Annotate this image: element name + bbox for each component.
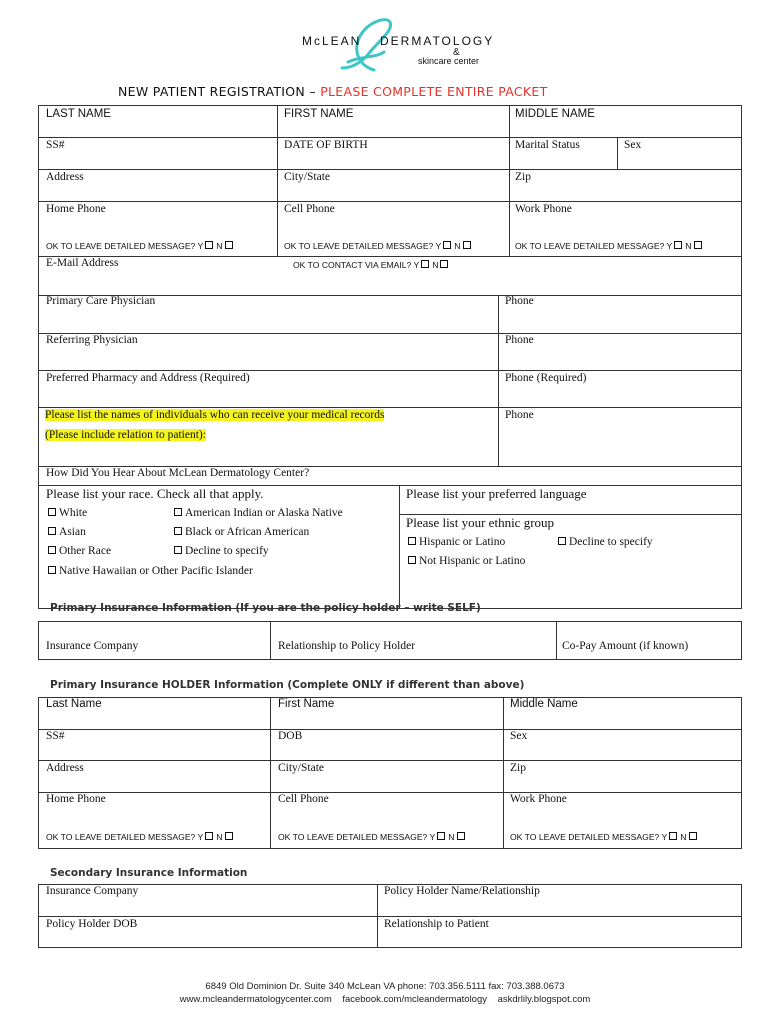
no-text: N	[454, 241, 461, 251]
holder-table	[38, 697, 742, 849]
brand-right: DERMATOLOGY	[380, 34, 495, 48]
relationship-label: Relationship to Policy Holder	[278, 640, 416, 652]
checkbox[interactable]	[558, 537, 566, 545]
work-phone-label: Work Phone	[515, 203, 572, 215]
primary-insurance-heading: Primary Insurance Information (If you are the policy holder – write SELF)	[50, 602, 481, 614]
yes-checkbox[interactable]	[674, 241, 682, 249]
no-text: N	[448, 832, 455, 842]
ok-message-text: OK TO LEAVE DETAILED MESSAGE? Y	[515, 241, 673, 251]
yes-checkbox[interactable]	[205, 832, 213, 840]
ok-message-text: OK TO LEAVE DETAILED MESSAGE? Y	[284, 241, 442, 251]
dob-label: DATE OF BIRTH	[284, 139, 368, 151]
first-name-label: FIRST NAME	[284, 108, 354, 120]
referring-label: Referring Physician	[46, 334, 138, 346]
holder-work-ok-message	[510, 832, 700, 842]
secondary-holder-name-label: Policy Holder Name/Relationship	[384, 885, 540, 897]
copay-label: Co-Pay Amount (if known)	[562, 640, 689, 652]
holder-heading: Primary Insurance HOLDER Information (Complete ONLY if different than above)	[50, 679, 525, 691]
holder-home-ok-message	[46, 832, 236, 842]
ethnic-title: Please list your ethnic group	[406, 515, 555, 530]
facebook-link[interactable]: facebook.com/mcleandermatology	[342, 994, 487, 1005]
option-label: Native Hawaiian or Other Pacific Islander	[59, 565, 253, 577]
option-label: White	[59, 507, 88, 519]
option-label: Hispanic or Latino	[419, 536, 506, 548]
ss-label: SS#	[46, 139, 65, 151]
blog-link[interactable]: askdrlily.blogspot.com	[497, 994, 591, 1005]
checkbox[interactable]	[408, 537, 416, 545]
holder-first-name-label: First Name	[278, 698, 335, 710]
option-label: Not Hispanic or Latino	[419, 555, 526, 567]
checkbox[interactable]	[174, 546, 182, 554]
address-label: Address	[46, 171, 84, 183]
secondary-company-label: Insurance Company	[46, 885, 139, 897]
referring-phone-label: Phone	[505, 334, 534, 346]
holder-ss-label: SS#	[46, 730, 65, 742]
option-label: Black or African American	[185, 526, 310, 538]
checkbox[interactable]	[48, 546, 56, 554]
email-ok-contact	[293, 260, 451, 270]
home-ok-message	[46, 241, 236, 251]
middle-name-label: MIDDLE NAME	[515, 108, 595, 120]
pcp-label: Primary Care Physician	[46, 295, 156, 307]
pcp-phone-label: Phone	[505, 295, 534, 307]
race-option-native-hawaiian[interactable]	[46, 565, 253, 577]
holder-sex-label: Sex	[510, 730, 528, 742]
ok-message-text: OK TO LEAVE DETAILED MESSAGE? Y	[46, 832, 204, 842]
brand-amp: &	[453, 47, 460, 58]
cell-ok-message	[284, 241, 474, 251]
no-text: N	[216, 832, 223, 842]
ethnic-option-decline[interactable]	[556, 536, 653, 548]
no-text: N	[432, 260, 439, 270]
work-ok-message	[515, 241, 705, 251]
checkbox[interactable]	[48, 566, 56, 574]
yes-checkbox[interactable]	[437, 832, 445, 840]
cell-phone-label: Cell Phone	[284, 203, 335, 215]
records-phone-label: Phone	[505, 409, 534, 421]
option-label: American Indian or Alaska Native	[185, 507, 343, 519]
checkbox[interactable]	[48, 508, 56, 516]
home-phone-label: Home Phone	[46, 203, 106, 215]
race-option-other[interactable]	[46, 545, 111, 557]
ok-message-text: OK TO LEAVE DETAILED MESSAGE? Y	[510, 832, 668, 842]
secondary-holder-dob-label: Policy Holder DOB	[46, 918, 138, 930]
ok-email-text: OK TO CONTACT VIA EMAIL? Y	[293, 260, 420, 270]
race-option-american-indian[interactable]	[172, 507, 343, 519]
records-label-line1: Please list the names of individuals who can receive your medical records	[45, 409, 385, 421]
no-checkbox[interactable]	[225, 241, 233, 249]
race-option-black[interactable]	[172, 526, 309, 538]
zip-label: Zip	[515, 171, 531, 183]
no-checkbox[interactable]	[694, 241, 702, 249]
ok-message-text: OK TO LEAVE DETAILED MESSAGE? Y	[278, 832, 436, 842]
holder-city-state-label: City/State	[278, 762, 324, 774]
checkbox[interactable]	[174, 508, 182, 516]
sex-label: Sex	[624, 139, 642, 151]
option-label: Asian	[59, 526, 86, 538]
no-checkbox[interactable]	[457, 832, 465, 840]
no-text: N	[216, 241, 223, 251]
race-option-asian[interactable]	[46, 526, 86, 538]
no-checkbox[interactable]	[225, 832, 233, 840]
city-state-label: City/State	[284, 171, 330, 183]
brand-sub: skincare center	[418, 56, 480, 66]
holder-last-name-label: Last Name	[46, 698, 102, 710]
yes-checkbox[interactable]	[669, 832, 677, 840]
ok-message-text: OK TO LEAVE DETAILED MESSAGE? Y	[46, 241, 204, 251]
race-title: Please list your race. Check all that apply.	[46, 486, 264, 501]
page-title	[118, 84, 548, 99]
checkbox[interactable]	[174, 527, 182, 535]
holder-dob-label: DOB	[278, 730, 303, 742]
holder-cell-ok-message	[278, 832, 468, 842]
hear-about-label: How Did You Hear About McLean Dermatology Center?	[46, 467, 310, 479]
patient-info-table	[38, 105, 742, 609]
website-link[interactable]: www.mcleandermatologycenter.com	[179, 994, 332, 1005]
no-text: N	[685, 241, 692, 251]
checkbox[interactable]	[48, 527, 56, 535]
pharmacy-phone-label: Phone (Required)	[505, 372, 587, 384]
option-label: Other Race	[59, 545, 112, 557]
holder-cell-phone-label: Cell Phone	[278, 793, 329, 805]
pharmacy-label: Preferred Pharmacy and Address (Required)	[46, 372, 250, 384]
footer-links	[0, 994, 770, 1005]
email-label: E-Mail Address	[46, 257, 119, 269]
race-option-decline[interactable]	[172, 545, 269, 557]
no-checkbox[interactable]	[689, 832, 697, 840]
no-checkbox[interactable]	[463, 241, 471, 249]
option-label: Decline to specify	[185, 545, 269, 557]
holder-home-phone-label: Home Phone	[46, 793, 106, 805]
title-main: NEW PATIENT REGISTRATION –	[118, 84, 321, 99]
ethnic-option-not-hispanic[interactable]	[406, 555, 525, 567]
records-label-line2: (Please include relation to patient):	[45, 429, 206, 441]
yes-checkbox[interactable]	[205, 241, 213, 249]
ethnic-option-hispanic[interactable]	[406, 536, 505, 548]
last-name-label: LAST NAME	[46, 108, 111, 120]
no-text: N	[680, 832, 687, 842]
no-checkbox[interactable]	[440, 260, 448, 268]
holder-address-label: Address	[46, 762, 84, 774]
yes-checkbox[interactable]	[443, 241, 451, 249]
holder-zip-label: Zip	[510, 762, 526, 774]
language-title: Please list your preferred language	[406, 486, 587, 501]
marital-status-label: Marital Status	[515, 139, 580, 151]
brand-left: McLEAN	[302, 34, 362, 48]
title-accent: PLEASE COMPLETE ENTIRE PACKET	[320, 84, 548, 99]
yes-checkbox[interactable]	[421, 260, 429, 268]
secondary-heading: Secondary Insurance Information	[50, 867, 248, 879]
option-label: Decline to specify	[569, 536, 653, 548]
insurance-company-label: Insurance Company	[46, 640, 139, 652]
secondary-relationship-label: Relationship to Patient	[384, 918, 489, 930]
checkbox[interactable]	[408, 556, 416, 564]
holder-work-phone-label: Work Phone	[510, 793, 567, 805]
holder-middle-name-label: Middle Name	[510, 698, 578, 710]
footer-address: 6849 Old Dominion Dr. Suite 340 McLean VA phone: 703.356.5111 fax: 703.388.0673	[205, 981, 565, 992]
race-option-white[interactable]	[46, 507, 87, 519]
